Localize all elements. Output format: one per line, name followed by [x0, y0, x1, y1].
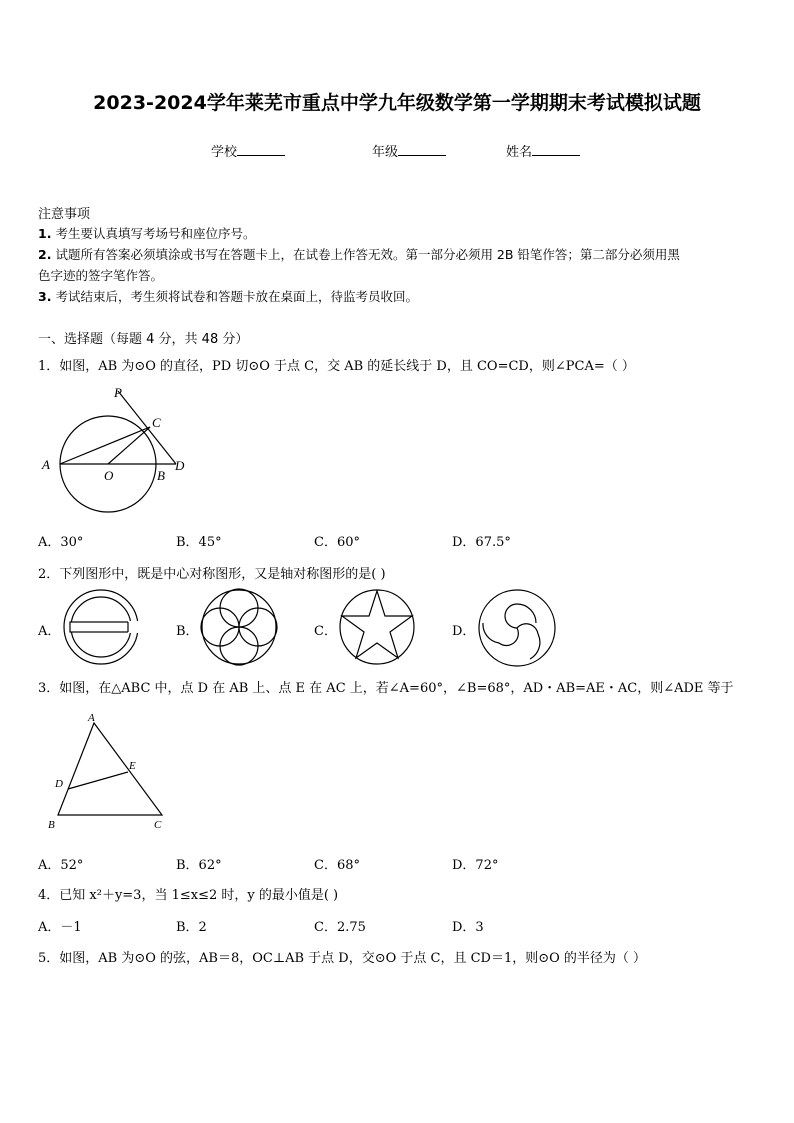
note-text: 考试结束后，考生须将试卷和答题卡放在桌面上，待监考员收回。	[55, 289, 418, 304]
question-2-stem: 2．下列图形中，既是中心对称图形，又是轴对称图形的是( )	[38, 567, 386, 582]
section-heading: 一、选择题（每题 4 分，共 48 分）	[38, 332, 249, 347]
option-c[interactable]: C．68°	[314, 858, 360, 873]
option-b[interactable]: B．	[176, 624, 199, 639]
note-item-2-cont: 色字迹的签字笔作答。	[38, 268, 164, 283]
option-c[interactable]: C．2.75	[314, 920, 366, 935]
label-b: B	[48, 819, 55, 831]
option-d[interactable]: D．	[452, 624, 476, 639]
name-label: 姓名	[506, 145, 533, 160]
option-c[interactable]: C．	[314, 624, 337, 639]
label-p: P	[114, 385, 122, 400]
option-d[interactable]: D．72°	[452, 858, 499, 873]
name-field[interactable]	[506, 141, 580, 160]
school-blank[interactable]	[237, 143, 285, 156]
name-blank[interactable]	[532, 143, 580, 156]
swirl-figure[interactable]	[477, 588, 557, 668]
symbol-e-figure[interactable]	[62, 588, 140, 666]
option-a[interactable]: A．－1	[38, 920, 82, 935]
option-a[interactable]: A．	[38, 624, 61, 639]
school-field[interactable]	[211, 141, 285, 160]
option-d[interactable]: D．67.5°	[452, 535, 511, 550]
tangent-pd	[118, 391, 176, 464]
label-a: A	[88, 712, 95, 724]
label-a: A	[42, 457, 50, 472]
question-4-stem: 4．已知 x²＋y=3，当 1≤x≤2 时，y 的最小值是( )	[38, 888, 339, 903]
option-a[interactable]: A．52°	[38, 858, 84, 873]
label-b: B	[157, 468, 165, 483]
option-b[interactable]: B．45°	[176, 535, 222, 550]
triangle-abc	[58, 723, 162, 815]
option-b[interactable]: B．2	[176, 920, 207, 935]
note-num: 3.	[38, 289, 52, 304]
segment-de	[68, 772, 128, 789]
option-d[interactable]: D．3	[452, 920, 484, 935]
note-item-2	[38, 245, 680, 263]
notes-heading: 注意事项	[38, 207, 91, 222]
radius-oc	[108, 427, 150, 464]
grade-label: 年级	[372, 145, 399, 160]
question-1-figure	[36, 383, 196, 513]
note-item-3	[38, 287, 418, 305]
question-1-stem: 1．如图，AB 为⊙O 的直径，PD 切⊙O 于点 C，交 AB 的延长线于 D，且 CO=CD，则∠PCA=（ ）	[38, 359, 635, 374]
question-3-figure	[44, 709, 174, 834]
label-o: O	[104, 468, 114, 483]
note-text: 考生要认真填写考场号和座位序号。	[55, 226, 256, 241]
chord-ac	[60, 427, 150, 464]
four-petal-figure[interactable]	[200, 588, 278, 666]
grade-blank[interactable]	[398, 143, 446, 156]
note-num: 2.	[38, 247, 52, 262]
label-e: E	[129, 760, 136, 772]
option-a[interactable]: A．30°	[38, 535, 84, 550]
label-d: D	[175, 458, 185, 473]
label-d: D	[55, 778, 63, 790]
label-c: C	[152, 415, 161, 430]
note-num: 1.	[38, 226, 52, 241]
note-item-1	[38, 224, 255, 242]
label-c: C	[154, 819, 162, 831]
option-b[interactable]: B．62°	[176, 858, 222, 873]
grade-field[interactable]	[372, 141, 446, 160]
star-figure[interactable]	[338, 588, 416, 666]
question-5-stem: 5．如图，AB 为⊙O 的弦，AB＝8，OC⊥AB 于点 D，交⊙O 于点 C，且 CD＝1，则⊙O 的半径为（ ）	[38, 951, 647, 966]
note-text: 试题所有答案必须填涂或书写在答题卡上，在试卷上作答无效。第一部分必须用 2B 铅笔作答；第二部分必须用黑	[55, 247, 680, 262]
school-label: 学校	[211, 145, 238, 160]
option-c[interactable]: C．60°	[314, 535, 360, 550]
question-3-stem: 3．如图，在△ABC 中，点 D 在 AB 上、点 E 在 AC 上，若∠A=60°，∠B=68°，AD・AB=AE・AC，则∠ADE 等于	[38, 681, 734, 696]
page-title: 2023-2024学年莱芜市重点中学九年级数学第一学期期末考试模拟试题	[93, 92, 701, 114]
